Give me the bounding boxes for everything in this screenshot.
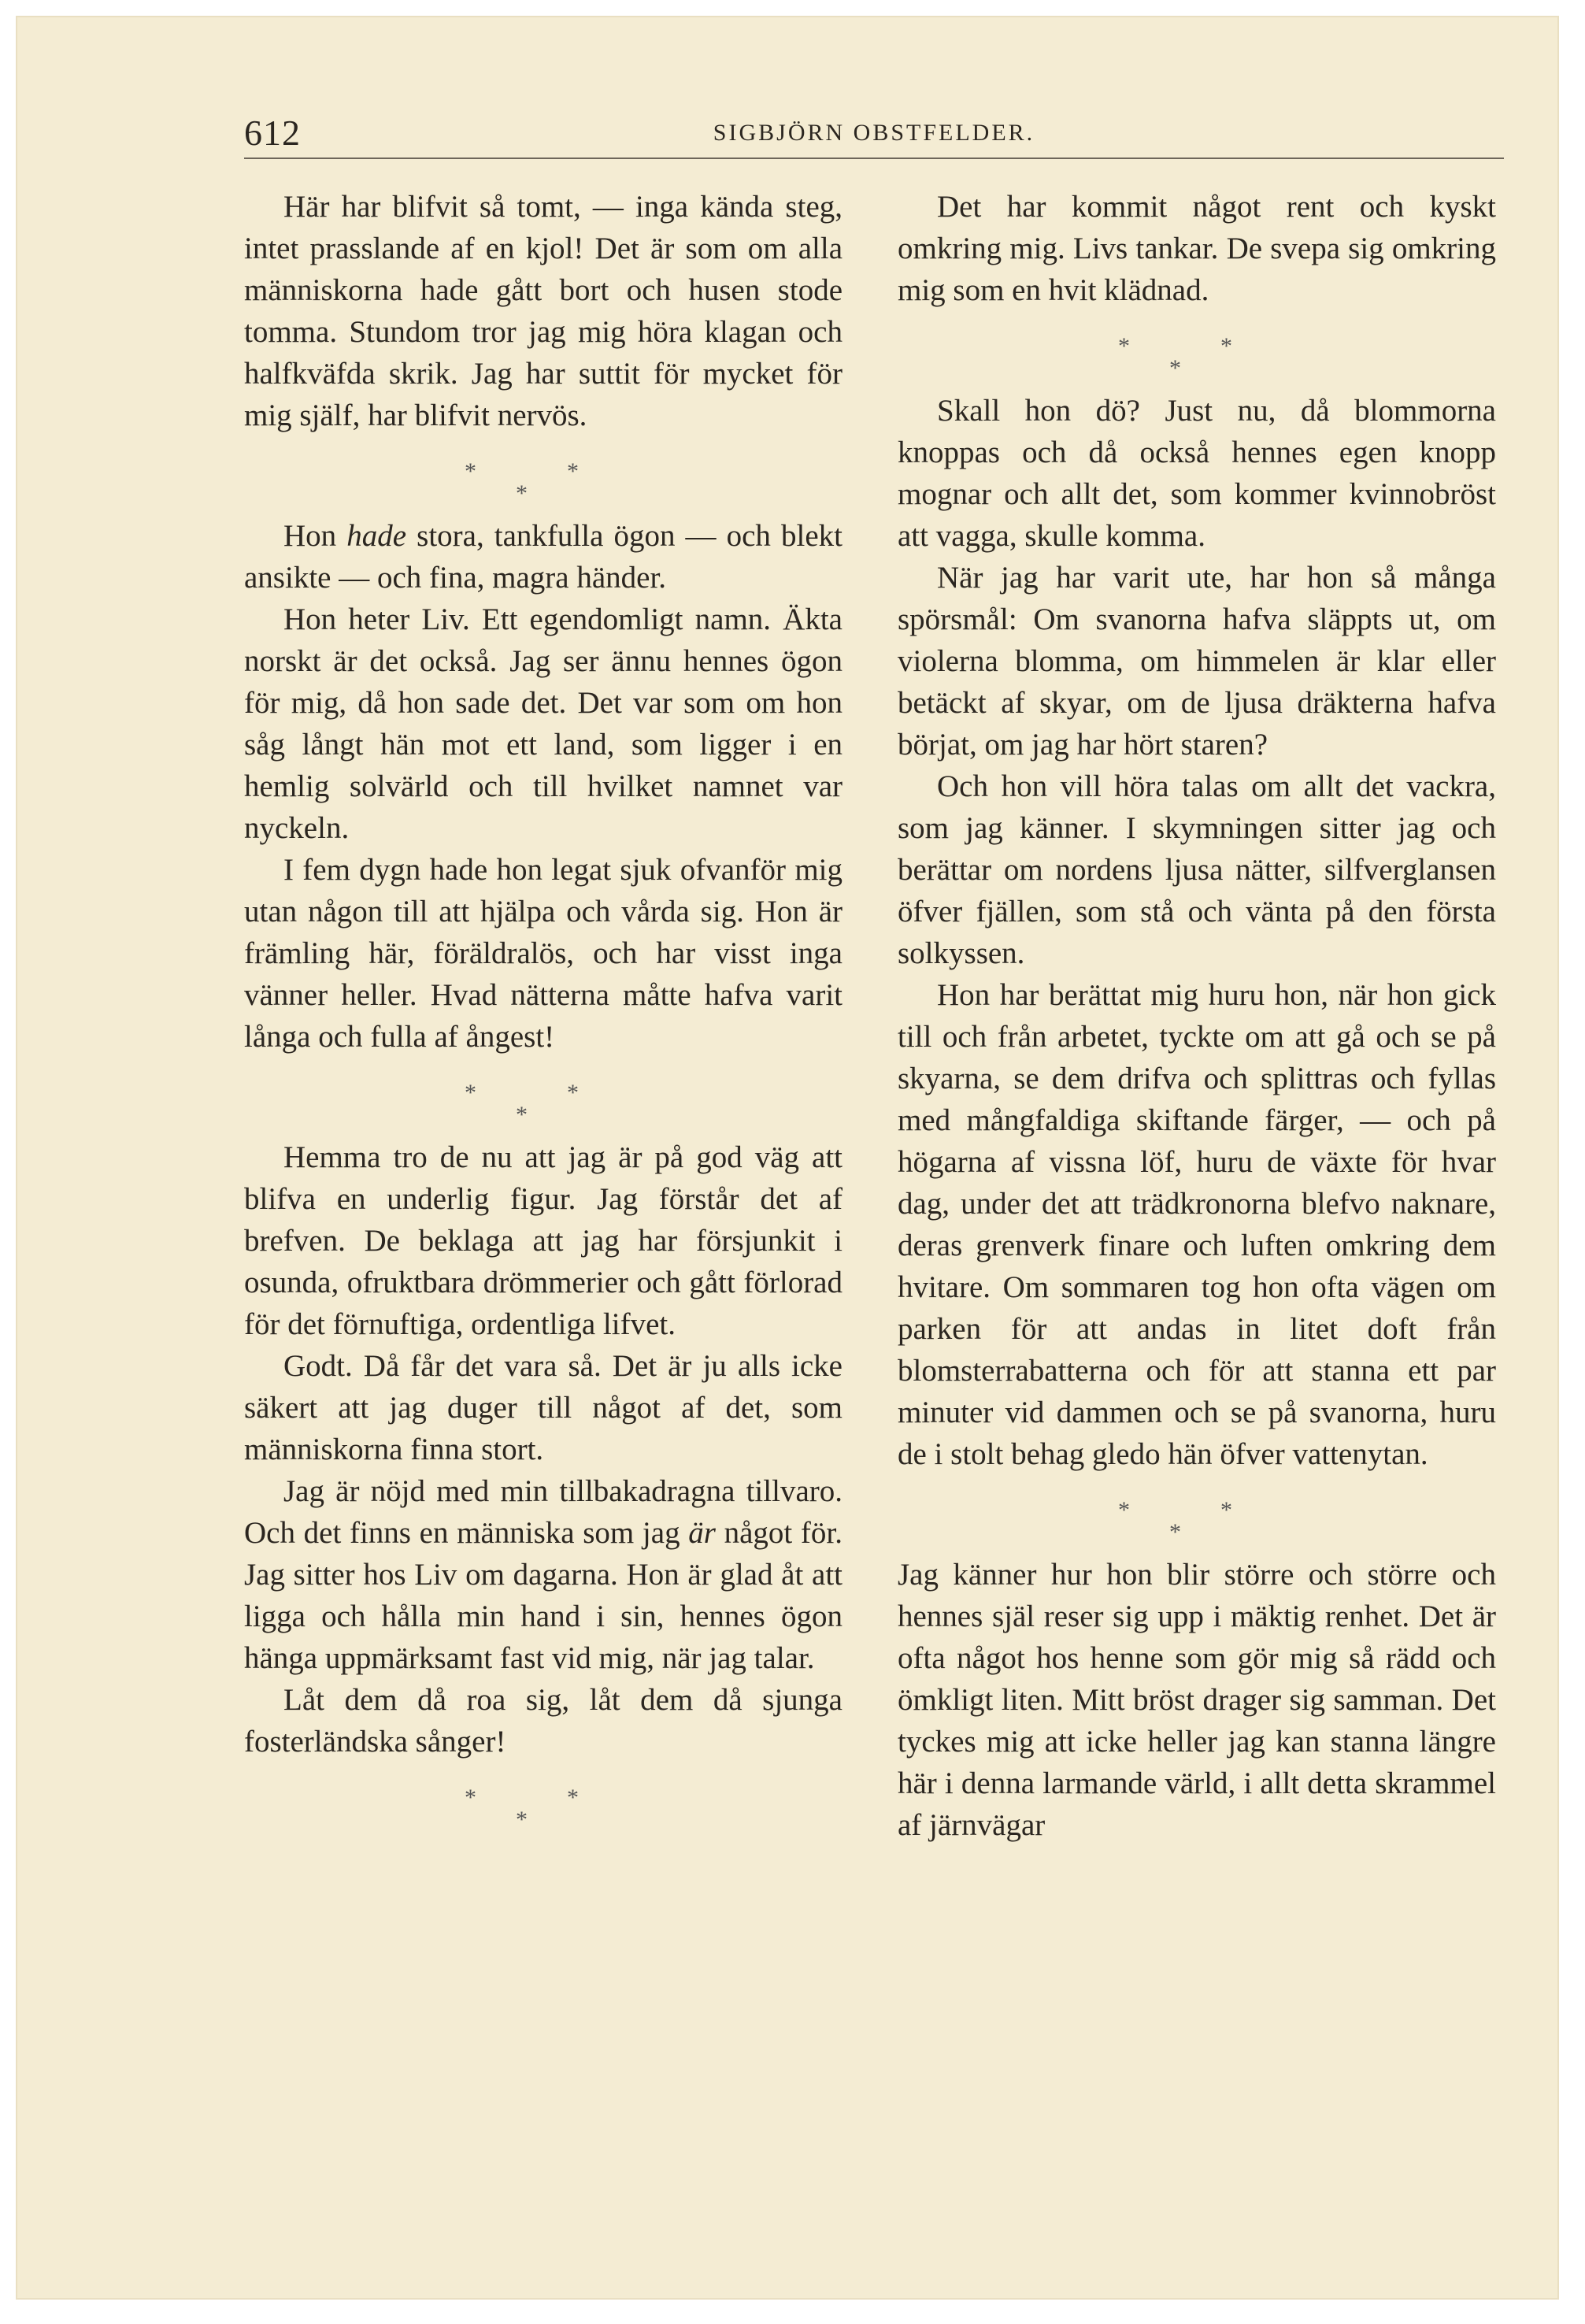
- asterisk: *: [567, 458, 579, 484]
- asterisk: *: [516, 1807, 528, 1833]
- asterisk: *: [567, 1785, 579, 1811]
- paragraph: Hon heter Liv. Ett egendomligt namn. Äkta norskt är det också. Jag ser ännu hennes ögon för mig, då hon sade det. Det var som om hon såg långt hän mot ett land, som ligger i en hemlig solvärld och till hvilket namnet var nyckeln.: [244, 602, 842, 845]
- asterisk: *: [465, 1785, 476, 1811]
- emphasis: hade: [346, 519, 407, 553]
- paragraph: Det har kommit något rent och kyskt omkring mig. Livs tankar. De svepa sig omkring mig som en hvit klädnad.: [898, 190, 1496, 307]
- asterisk: *: [516, 1102, 528, 1128]
- asterisk: *: [1220, 333, 1232, 359]
- paragraph: I fem dygn hade hon legat sjuk ofvanför mig utan någon till att hjälpa och vårda sig. Hon är främling här, föräldralös, och har visst inga vänner heller. Hvad nätterna måtte hafva varit långa och fulla af ångest!: [244, 853, 842, 1054]
- paragraph: Låt dem då roa sig, låt dem då sjunga fosterländska sånger!: [244, 1683, 842, 1759]
- asterisk: *: [1118, 1497, 1130, 1523]
- paragraph: Hon har berättat mig huru hon, när hon gick till och från arbetet, tyckte om att gå och se på skyarna, se dem drifva och splittras och fyllas med mångfaldiga skiftande färger, — och på högarna af vissna löf, huru de växte för hvar dag, under det att trädkronorna blefvo naknare, deras grenverk finare och luften omkring dem hvitare. Om sommaren tog hon ofta vägen om parken för att andas in litet doft från blomsterrabatterna och för att stanna ett par minuter vid dammen och se på svanorna, huru de i stolt behag gledo hän öfver vattenytan.: [898, 978, 1496, 1471]
- book-page: [16, 16, 1559, 2300]
- left-column: [244, 186, 842, 1841]
- paragraph: Hemma tro de nu att jag är på god väg att blifva en underlig figur. Jag förstår det af brefven. De beklaga att jag har försjunkit i osunda, ofruktbara drömmerier och gått förlorad för det förnuftiga, ordentliga lifvet.: [244, 1140, 842, 1341]
- paragraph: När jag har varit ute, har hon så många spörsmål: Om svanorna hafva släppts ut, om violerna blomma, om himmelen är klar eller betäckt af skyar, om de ljusa dräkterna hafva börjat, om jag har hört staren?: [898, 561, 1496, 762]
- section-separator: [898, 1475, 1496, 1554]
- section-separator: [244, 1058, 842, 1136]
- page-number: 612: [244, 113, 301, 153]
- paragraph: Jag är nöjd med min tillbakadragna tillvaro. Och det finns en människa som jag är något för. Jag sitter hos Liv om dagarna. Hon är glad åt att ligga och hålla min hand i sin, hennes ögon hänga uppmärksamt fast vid mig, när jag talar.: [244, 1474, 842, 1675]
- emphasis: är: [688, 1516, 716, 1550]
- paragraph: Skall hon dö? Just nu, då blommorna knoppas och då också hennes egen knopp mognar och allt det, som kommer kvinnobröst att vagga, skulle komma.: [898, 394, 1496, 553]
- section-separator: [244, 1762, 842, 1841]
- asterisk: *: [567, 1080, 579, 1106]
- asterisk: *: [1169, 1519, 1181, 1545]
- paragraph: Godt. Då får det vara så. Det är ju alls icke säkert att jag duger till något af det, som människorna finna stort.: [244, 1349, 842, 1466]
- header-rule: [244, 158, 1504, 159]
- asterisk: *: [516, 480, 528, 506]
- running-title: SIGBJÖRN OBSTFELDER.: [713, 120, 1035, 146]
- paragraph: Jag känner hur hon blir större och större och hennes själ reser sig upp i mäktig renhet. Det är ofta något hos henne som gör mig så rädd och ömkligt liten. Mitt bröst drager sig samman. Det tyckes mig att icke heller jag kan stanna längre här i denna larmande värld, i allt detta skrammel af järnvägar: [898, 1558, 1496, 1842]
- asterisk: *: [1220, 1497, 1232, 1523]
- page-header: [244, 112, 1504, 159]
- asterisk: *: [465, 1080, 476, 1106]
- asterisk: *: [465, 458, 476, 484]
- right-column: [898, 186, 1496, 1846]
- paragraph: Och hon vill höra talas om allt det vackra, som jag känner. I skymningen sitter jag och berättar om nordens ljusa nätter, silfverglansen öfver fjällen, som stå och vänta på den första solkyssen.: [898, 769, 1496, 970]
- section-separator: [244, 436, 842, 515]
- paragraph: Här har blifvit så tomt, — inga kända steg, intet prasslande af en kjol! Det är som om alla människorna hade gått bort och husen stode tomma. Stundom tror jag mig höra klagan och halfkväfda skrik. Jag har suttit för mycket för mig själf, har blifvit nervös.: [244, 190, 842, 432]
- paragraph: Hon hade stora, tankfulla ögon — och blekt ansikte — och fina, magra händer.: [244, 519, 842, 595]
- asterisk: *: [1118, 333, 1130, 359]
- section-separator: [898, 311, 1496, 390]
- asterisk: *: [1169, 355, 1181, 381]
